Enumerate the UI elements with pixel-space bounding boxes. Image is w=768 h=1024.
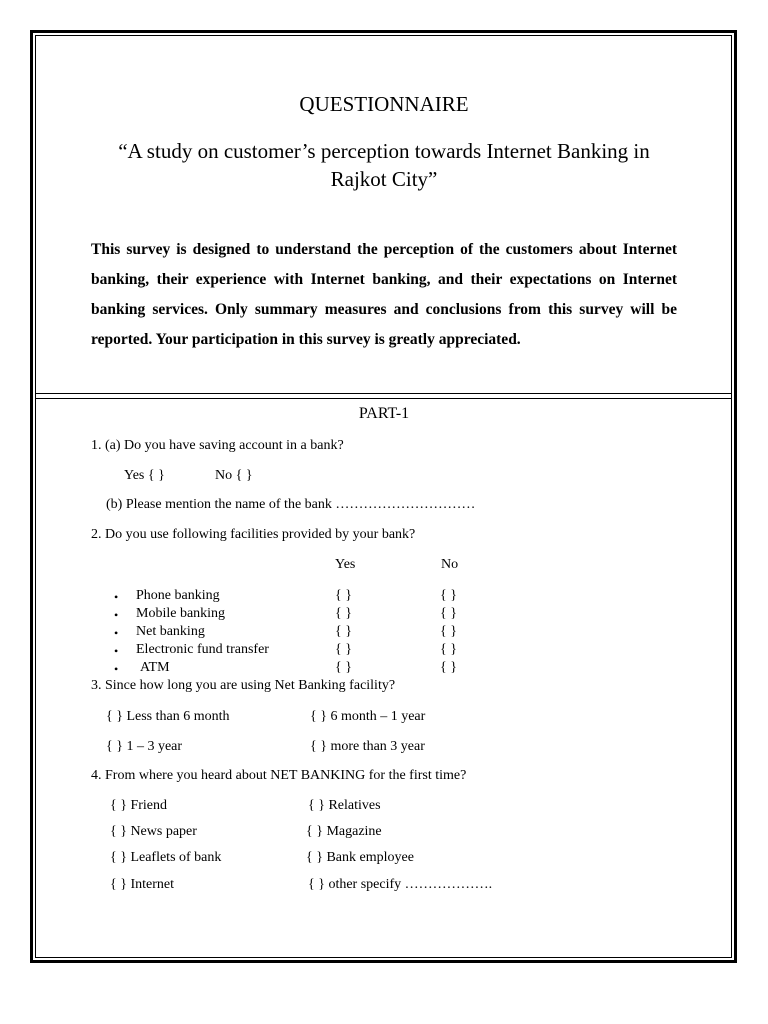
bullet: • bbox=[114, 626, 119, 640]
bullet: • bbox=[114, 608, 119, 622]
q4-option-magazine[interactable]: { } Magazine bbox=[306, 824, 382, 839]
survey-introduction: This survey is designed to understand the perception of the customers about Internet banking, their experience with Internet banking, and their expectations on Internet banking services. Only summary measures and conclusions from this survey will be reported. Your participation in this survey is greatly appreciated. bbox=[91, 241, 677, 348]
study-title-line-1: “A study on customer’s perception towards Internet Banking in bbox=[118, 139, 650, 163]
yes-checkbox[interactable]: { } bbox=[335, 606, 352, 621]
q4-option-friend[interactable]: { } Friend bbox=[110, 798, 167, 813]
q3-option-6-month-1-year[interactable]: { } 6 month – 1 year bbox=[310, 709, 426, 724]
study-title-line-2: Rajkot City” bbox=[330, 167, 438, 191]
question-1a: 1. (a) Do you have saving account in a bank? bbox=[91, 438, 344, 453]
part-label: PART-1 bbox=[358, 405, 410, 422]
facility-label: Electronic fund transfer bbox=[136, 642, 269, 657]
no-checkbox[interactable]: { } bbox=[440, 588, 457, 603]
facility-label: Mobile banking bbox=[136, 606, 226, 621]
no-checkbox[interactable]: { } bbox=[440, 624, 457, 639]
q3-option-1-3-year[interactable]: { } 1 – 3 year bbox=[106, 739, 183, 754]
q3-option-less-than-6-month[interactable]: { } Less than 6 month bbox=[106, 709, 230, 724]
facility-label: Net banking bbox=[136, 624, 205, 639]
q4-option-other-specify[interactable]: { } other specify ………………. bbox=[308, 877, 493, 892]
q4-option-news-paper[interactable]: { } News paper bbox=[110, 824, 197, 839]
q3-option-more-than-3-year[interactable]: { } more than 3 year bbox=[310, 739, 425, 754]
q4-option-relatives[interactable]: { } Relatives bbox=[308, 798, 381, 813]
yes-checkbox[interactable]: { } bbox=[335, 624, 352, 639]
q2-no-column-header: No bbox=[441, 557, 459, 572]
document-title: QUESTIONNAIRE bbox=[299, 92, 469, 116]
question-1b[interactable]: (b) Please mention the name of the bank ………………………… bbox=[106, 497, 476, 512]
facility-label: Phone banking bbox=[136, 588, 220, 603]
q1-no-option[interactable]: No { } bbox=[215, 468, 253, 483]
facility-label: ATM bbox=[140, 660, 170, 675]
bullet: • bbox=[114, 590, 119, 604]
question-4: 4. From where you heard about NET BANKING for the first time? bbox=[91, 768, 467, 783]
q4-option-bank-employee[interactable]: { } Bank employee bbox=[306, 850, 414, 865]
question-2: 2. Do you use following facilities provided by your bank? bbox=[91, 527, 416, 542]
question-3: 3. Since how long you are using Net Banking facility? bbox=[91, 678, 396, 693]
yes-checkbox[interactable]: { } bbox=[335, 642, 352, 657]
no-checkbox[interactable]: { } bbox=[440, 606, 457, 621]
bullet: • bbox=[114, 662, 119, 676]
no-checkbox[interactable]: { } bbox=[440, 660, 457, 675]
q4-option-internet[interactable]: { } Internet bbox=[110, 877, 174, 892]
q1-yes-option[interactable]: Yes { } bbox=[124, 468, 165, 483]
q4-option-leaflets-of-bank[interactable]: { } Leaflets of bank bbox=[110, 850, 222, 865]
yes-checkbox[interactable]: { } bbox=[335, 588, 352, 603]
section-divider bbox=[35, 393, 732, 399]
yes-checkbox[interactable]: { } bbox=[335, 660, 352, 675]
no-checkbox[interactable]: { } bbox=[440, 642, 457, 657]
q2-yes-column-header: Yes bbox=[335, 557, 356, 572]
bullet: • bbox=[114, 644, 119, 658]
